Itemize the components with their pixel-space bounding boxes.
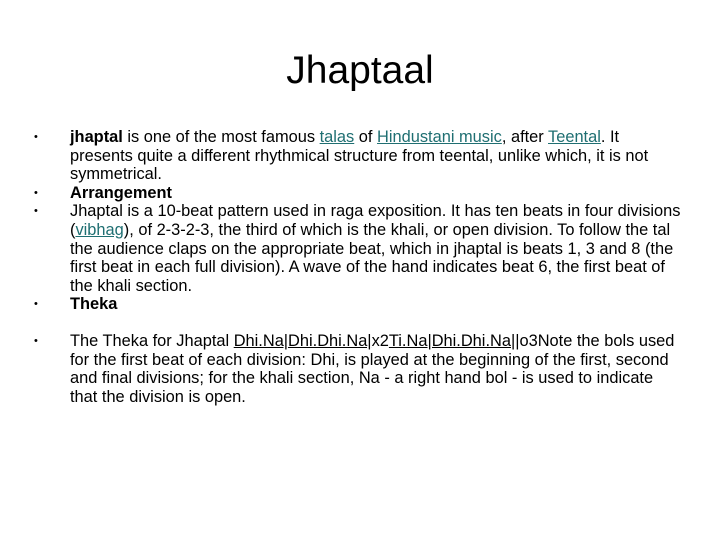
bullet-list bbox=[34, 128, 684, 406]
theka-text-3: o3Note the bols used for the first beat of each division: Dhi, is played at the beginning of the first, second and final divisions; for the khali section, Na - a right hand bol - is used to indicate that the division is open. bbox=[70, 331, 675, 406]
intro-text-2: of bbox=[354, 128, 378, 146]
bullet-pattern bbox=[34, 202, 684, 295]
bullet-marker: • bbox=[34, 131, 38, 143]
theka-bols-2: Ti.Na|Dhi.Dhi.Na|| bbox=[388, 331, 520, 350]
talas-link[interactable]: talas bbox=[319, 128, 355, 146]
bullet-theka bbox=[34, 295, 684, 314]
theka-bols-1: Dhi.Na|Dhi.Dhi.Na| bbox=[233, 331, 372, 350]
teental-link[interactable]: Teental bbox=[548, 128, 601, 146]
vibhag-link[interactable]: vibhag bbox=[75, 220, 124, 239]
theka-heading: Theka bbox=[70, 295, 118, 314]
intro-text-1: is one of the most famous bbox=[122, 128, 320, 146]
arrangement-heading: Arrangement bbox=[70, 183, 173, 202]
bullet-marker: • bbox=[34, 334, 38, 347]
slide-title: Jhaptaal bbox=[286, 49, 434, 92]
intro-text-4: . It presents quite a different rhythmical structure from teental, unlike which, it is not symmetrical. bbox=[70, 128, 649, 184]
jhaptal-term: jhaptal bbox=[70, 128, 123, 146]
bullet-arrangement bbox=[34, 184, 684, 203]
theka-text-2: x2 bbox=[371, 331, 389, 350]
theka-text-1: The Theka for Jhaptal bbox=[70, 331, 234, 350]
bullet-marker: • bbox=[34, 186, 38, 199]
bullet-marker: • bbox=[34, 205, 38, 218]
pattern-text-2: ), of 2-3-2-3, the third of which is the khali, or open division. To follow the tal the audience claps on the appropriate beat, which in jhaptal is beats 1, 3 and 8 (the first beat in each full division). A wave of the hand indicates beat 6, the first beat of the khali section. bbox=[70, 220, 674, 295]
bullet-marker: • bbox=[34, 298, 38, 311]
hindustani-music-link[interactable]: Hindustani music bbox=[377, 128, 502, 146]
bullet-theka-detail bbox=[34, 332, 684, 406]
intro-text-3: , after bbox=[501, 128, 549, 146]
bullet-intro bbox=[34, 128, 684, 184]
pattern-text-1: Jhaptal is a 10-beat pattern used in raga exposition. It has ten beats in four divisions ( bbox=[70, 202, 681, 239]
